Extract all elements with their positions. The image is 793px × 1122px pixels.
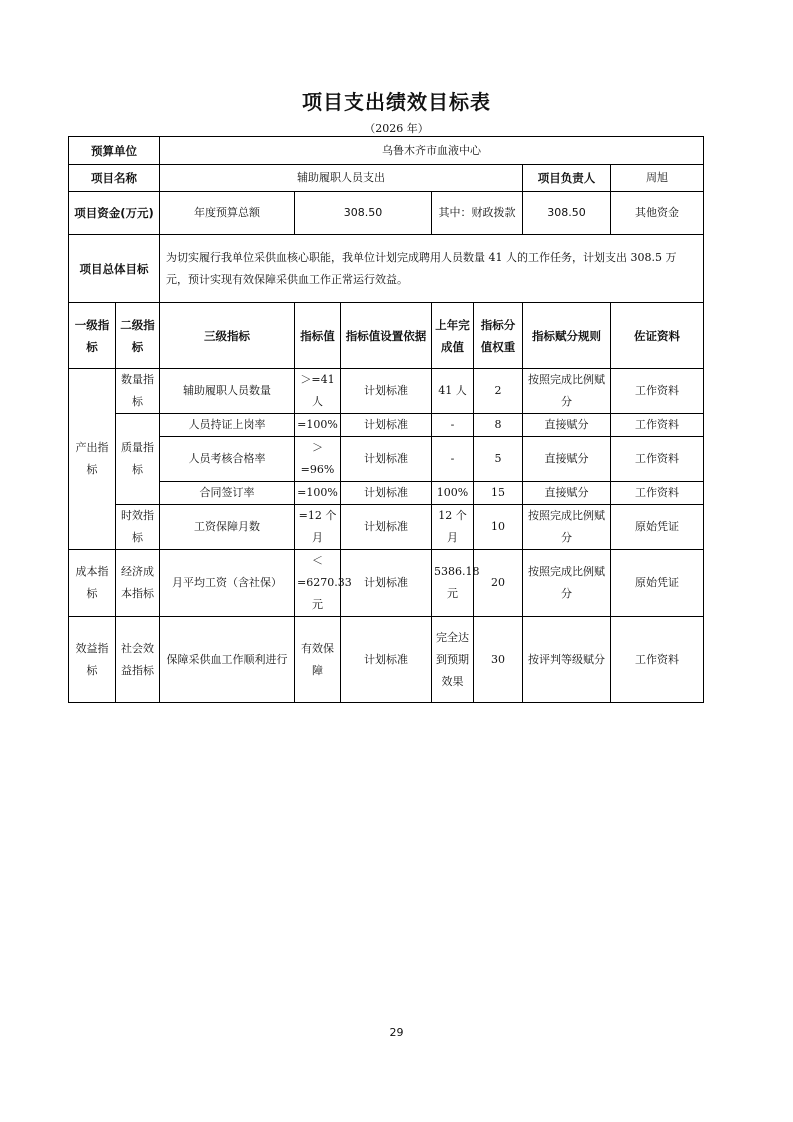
indicator-basis: 计划标准 <box>341 414 432 437</box>
indicator-value: =100% <box>295 482 341 505</box>
indicator-value: ＜=6270.33 元 <box>295 550 341 617</box>
indicator-evidence: 工作资料 <box>611 617 704 703</box>
subgroup-social-benefit: 社会效益指标 <box>116 617 160 703</box>
overall-goal-text: 为切实履行我单位采供血核心职能，我单位计划完成聘用人员数量 41 人的工作任务，计划支出 308.5 万元，预计实现有效保障采供血工作正常运行效益。 <box>160 235 704 303</box>
overall-goal-label: 项目总体目标 <box>69 235 160 303</box>
col-header-weight: 指标分值权重 <box>474 303 523 369</box>
indicator-name: 合同签订率 <box>160 482 295 505</box>
indicator-prev: 完全达到预期效果 <box>432 617 474 703</box>
indicator-name: 工资保障月数 <box>160 505 295 550</box>
budget-unit-label: 预算单位 <box>69 137 160 165</box>
col-header-prev: 上年完成值 <box>432 303 474 369</box>
subgroup-quantity: 数量指标 <box>116 369 160 414</box>
annual-budget-value: 308.50 <box>295 192 432 235</box>
indicator-weight: 20 <box>474 550 523 617</box>
col-header-level3: 三级指标 <box>160 303 295 369</box>
indicator-basis: 计划标准 <box>341 437 432 482</box>
indicator-evidence: 工作资料 <box>611 414 704 437</box>
indicator-prev: 12 个月 <box>432 505 474 550</box>
indicator-weight: 5 <box>474 437 523 482</box>
indicator-name: 辅助履职人员数量 <box>160 369 295 414</box>
annual-budget-label: 年度预算总额 <box>160 192 295 235</box>
project-leader-value: 周旭 <box>611 165 704 192</box>
table-row <box>69 414 704 437</box>
fiscal-appropriation-value: 308.50 <box>523 192 611 235</box>
col-header-basis: 指标值设置依据 <box>341 303 432 369</box>
col-header-level2: 二级指标 <box>116 303 160 369</box>
indicator-rule: 按评判等级赋分 <box>523 617 611 703</box>
subgroup-timeliness: 时效指标 <box>116 505 160 550</box>
indicator-prev: - <box>432 437 474 482</box>
indicator-rule: 按照完成比例赋分 <box>523 550 611 617</box>
document-title: 项目支出绩效目标表 <box>302 90 491 114</box>
indicator-weight: 2 <box>474 369 523 414</box>
indicator-evidence: 工作资料 <box>611 437 704 482</box>
indicator-basis: 计划标准 <box>341 482 432 505</box>
indicator-rule: 直接赋分 <box>523 437 611 482</box>
indicator-prev: 5386.18 元 <box>432 550 474 617</box>
indicator-weight: 15 <box>474 482 523 505</box>
indicator-value: =12 个月 <box>295 505 341 550</box>
subgroup-quality: 质量指标 <box>116 414 160 505</box>
page-number: 29 <box>389 1026 404 1039</box>
table-row <box>69 617 704 703</box>
indicator-evidence: 原始凭证 <box>611 550 704 617</box>
project-funds-row <box>69 192 704 235</box>
project-funds-label: 项目资金(万元) <box>69 192 160 235</box>
indicator-rule: 按照完成比例赋分 <box>523 369 611 414</box>
indicator-value: ＞=96% <box>295 437 341 482</box>
project-name-row <box>69 165 704 192</box>
indicator-value: 有效保障 <box>295 617 341 703</box>
budget-unit-row <box>69 137 704 165</box>
indicator-rule: 直接赋分 <box>523 482 611 505</box>
project-name-label: 项目名称 <box>69 165 160 192</box>
indicator-name: 月平均工资（含社保） <box>160 550 295 617</box>
indicator-basis: 计划标准 <box>341 550 432 617</box>
indicator-value: =100% <box>295 414 341 437</box>
indicator-prev: 41 人 <box>432 369 474 414</box>
table-row <box>69 437 704 482</box>
group-benefit: 效益指标 <box>69 617 116 703</box>
col-header-level1: 一级指标 <box>69 303 116 369</box>
indicator-weight: 30 <box>474 617 523 703</box>
document-year: （2026 年） <box>364 122 429 135</box>
indicator-basis: 计划标准 <box>341 369 432 414</box>
table-row <box>69 482 704 505</box>
group-cost: 成本指标 <box>69 550 116 617</box>
indicator-evidence: 原始凭证 <box>611 505 704 550</box>
col-header-evidence: 佐证资料 <box>611 303 704 369</box>
indicator-evidence: 工作资料 <box>611 482 704 505</box>
group-output: 产出指标 <box>69 369 116 550</box>
col-header-value: 指标值 <box>295 303 341 369</box>
subgroup-economic-cost: 经济成本指标 <box>116 550 160 617</box>
indicator-weight: 8 <box>474 414 523 437</box>
indicator-rule: 按照完成比例赋分 <box>523 505 611 550</box>
project-name-value: 辅助履职人员支出 <box>160 165 523 192</box>
indicator-name: 人员持证上岗率 <box>160 414 295 437</box>
indicator-prev: 100% <box>432 482 474 505</box>
col-header-rule: 指标赋分规则 <box>523 303 611 369</box>
budget-unit-value: 乌鲁木齐市血液中心 <box>160 137 704 165</box>
project-leader-label: 项目负责人 <box>523 165 611 192</box>
performance-target-table <box>68 136 704 703</box>
indicator-name: 保障采供血工作顺利进行 <box>160 617 295 703</box>
indicator-name: 人员考核合格率 <box>160 437 295 482</box>
indicator-basis: 计划标准 <box>341 505 432 550</box>
fiscal-appropriation-label: 其中：财政拨款 <box>432 192 523 235</box>
indicator-basis: 计划标准 <box>341 617 432 703</box>
overall-goal-row <box>69 235 704 303</box>
indicator-evidence: 工作资料 <box>611 369 704 414</box>
indicator-prev: - <box>432 414 474 437</box>
indicator-value: ＞=41人 <box>295 369 341 414</box>
table-row <box>69 550 704 617</box>
table-row <box>69 369 704 414</box>
other-funds-label: 其他资金 <box>611 192 704 235</box>
table-row <box>69 505 704 550</box>
indicator-rule: 直接赋分 <box>523 414 611 437</box>
column-header-row <box>69 303 704 369</box>
indicator-weight: 10 <box>474 505 523 550</box>
